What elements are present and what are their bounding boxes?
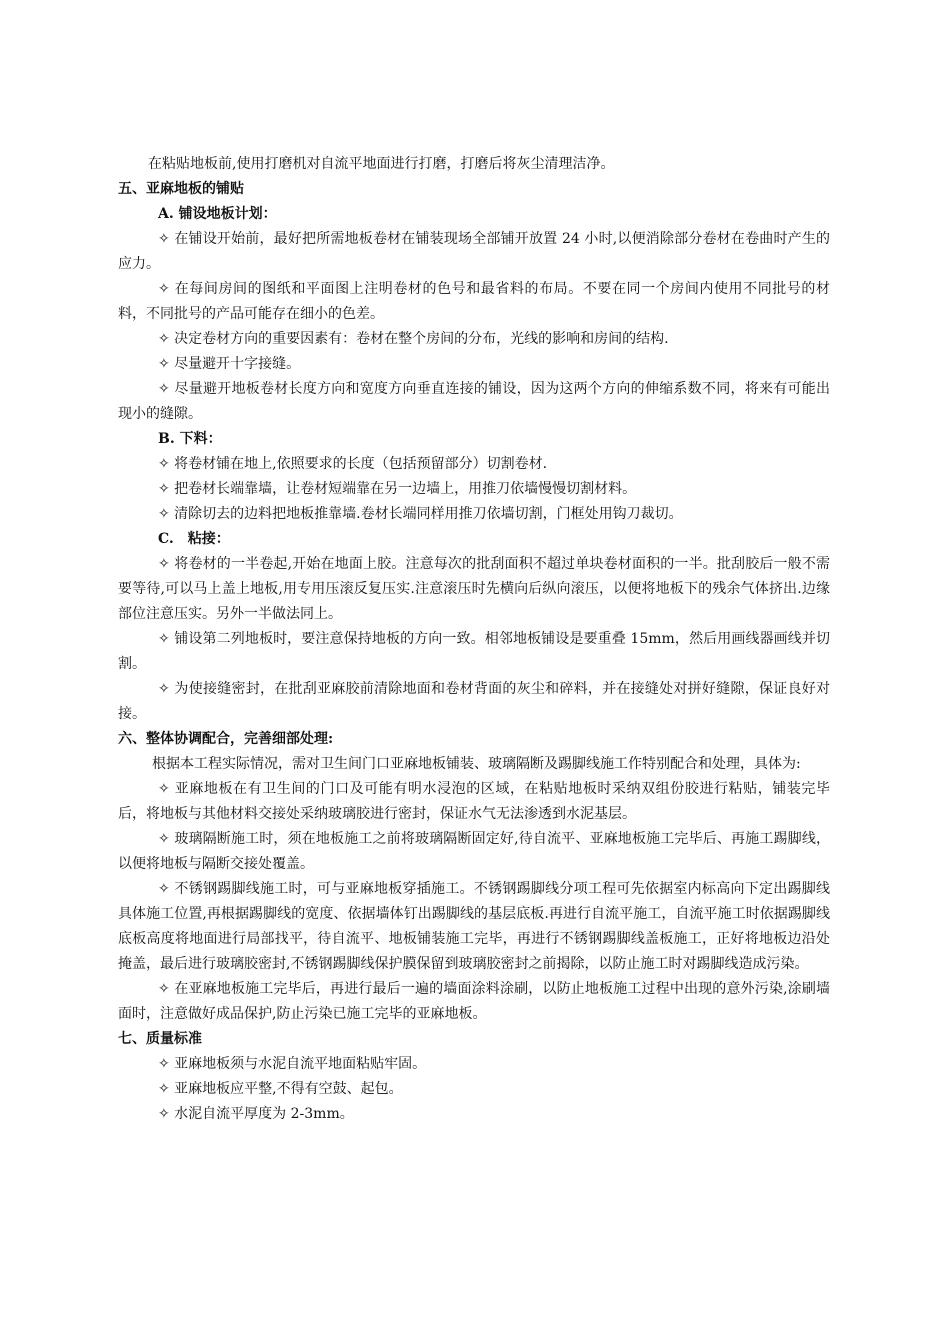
subsection-b-title: B. 下料： xyxy=(158,431,222,447)
list-item: ✧ 尽量避开地板卷材长度方向和宽度方向垂直连接的铺设，因为这两个方向的伸缩系数不同，将来有可能出现小的缝隙。 xyxy=(118,381,830,422)
list-item: ✧ 不锈钢踢脚线施工时，可与亚麻地板穿插施工。不锈钢踢脚线分项工程可先依据室内标高向下定出踢脚线具体施工位置,再根据踢脚线的宽度、依据墙体钉出踢脚线的基层底板.再进行自流平施工，自流平施工时依据踢脚线底板高度将地面进行局部找平，待自流平、地板铺装施工完毕，再进行不锈钢踢脚线盖板施工，正好将地板边沿处掩盖，最后进行玻璃胶密封,不锈钢踢脚线保护膜保留到玻璃胶密封之前揭除，以防止施工时对踢脚线造成污染。 xyxy=(118,881,830,972)
list-item: ✧ 玻璃隔断施工时，须在地板施工之前将玻璃隔断固定好,待自流平、亚麻地板施工完毕后、再施工踢脚线，以便将地板与隔断交接处覆盖。 xyxy=(118,831,830,872)
subsection-c-title: C. 粘接： xyxy=(158,531,230,547)
list-item: ✧ 尽量避开十字接缝。 xyxy=(158,356,301,372)
list-item: ✧ 为使接缝密封，在批刮亚麻胶前清除地面和卷材背面的灰尘和碎料，并在接缝处对拼好缝隙，保证良好对接。 xyxy=(118,681,830,722)
section-7-title: 七、质量标准 xyxy=(118,1031,202,1047)
document-page xyxy=(118,152,830,1127)
list-item: ✧ 在铺设开始前，最好把所需地板卷材在铺装现场全部铺开放置 24 小时,以便消除部分卷材在卷曲时产生的应力。 xyxy=(118,231,830,272)
subsection-a-title: A. 铺设地板计划： xyxy=(158,206,277,222)
list-item: ✧ 亚麻地板应平整,不得有空鼓、起包。 xyxy=(158,1081,403,1097)
list-item: ✧ 亚麻地板须与水泥自流平地面粘贴牢固。 xyxy=(158,1056,427,1072)
section-6-title: 六、整体协调配合，完善细部处理: xyxy=(118,731,334,747)
list-item: ✧ 在亚麻地板施工完毕后，再进行最后一遍的墙面涂料涂刷，以防止地板施工过程中出现的意外污染,涂刷墙面时，注意做好成品保护,防止污染已施工完毕的亚麻地板。 xyxy=(118,981,830,1022)
section-6-intro: 根据本工程实际情况，需对卫生间门口亚麻地板铺装、玻璃隔断及踢脚线施工作特别配合和处理，具体为: xyxy=(152,756,801,772)
list-item: ✧ 把卷材长端靠墙，让卷材短端靠在另一边墙上，用推刀依墙慢慢切割材料。 xyxy=(158,481,637,497)
list-item: ✧ 将卷材铺在地上,依照要求的长度（包括预留部分）切割卷材. xyxy=(158,456,548,472)
intro-paragraph: 在粘贴地板前,使用打磨机对自流平地面进行打磨，打磨后将灰尘清理洁净。 xyxy=(148,156,615,172)
list-item: ✧ 水泥自流平厚度为 2-3mm。 xyxy=(158,1106,354,1122)
list-item: ✧ 在每间房间的图纸和平面图上注明卷材的色号和最省料的布局。不要在同一个房间内使用不同批号的材料，不同批号的产品可能存在细小的色差。 xyxy=(118,281,830,322)
section-5-title: 五、亚麻地板的铺贴 xyxy=(118,181,244,197)
list-item: ✧ 决定卷材方向的重要因素有：卷材在整个房间的分布，光线的影响和房间的结构. xyxy=(158,331,669,347)
list-item: ✧ 亚麻地板在有卫生间的门口及可能有明水浸泡的区域，在粘贴地板时采纳双组份胶进行粘贴，铺装完毕后，将地板与其他材料交接处采纳玻璃胶进行密封，保证水气无法渗透到水泥基层。 xyxy=(118,781,830,822)
list-item: ✧ 将卷材的一半卷起,开始在地面上胶。注意每次的批刮面积不超过单块卷材面积的一半。批刮胶后一般不需要等待,可以马上盖上地板,用专用压滚反复压实.注意滚压时先横向后纵向滚压，以便将地板下的残余气体挤出.边缘部位注意压实。另外一半做法同上。 xyxy=(118,556,830,622)
list-item: ✧ 清除切去的边料把地板推靠墙.卷材长端同样用推刀依墙切割，门框处用钩刀裁切。 xyxy=(158,506,683,522)
list-item: ✧ 铺设第二列地板时，要注意保持地板的方向一致。相邻地板铺设是要重叠 15mm，然后用画线器画线并切割。 xyxy=(118,631,830,672)
